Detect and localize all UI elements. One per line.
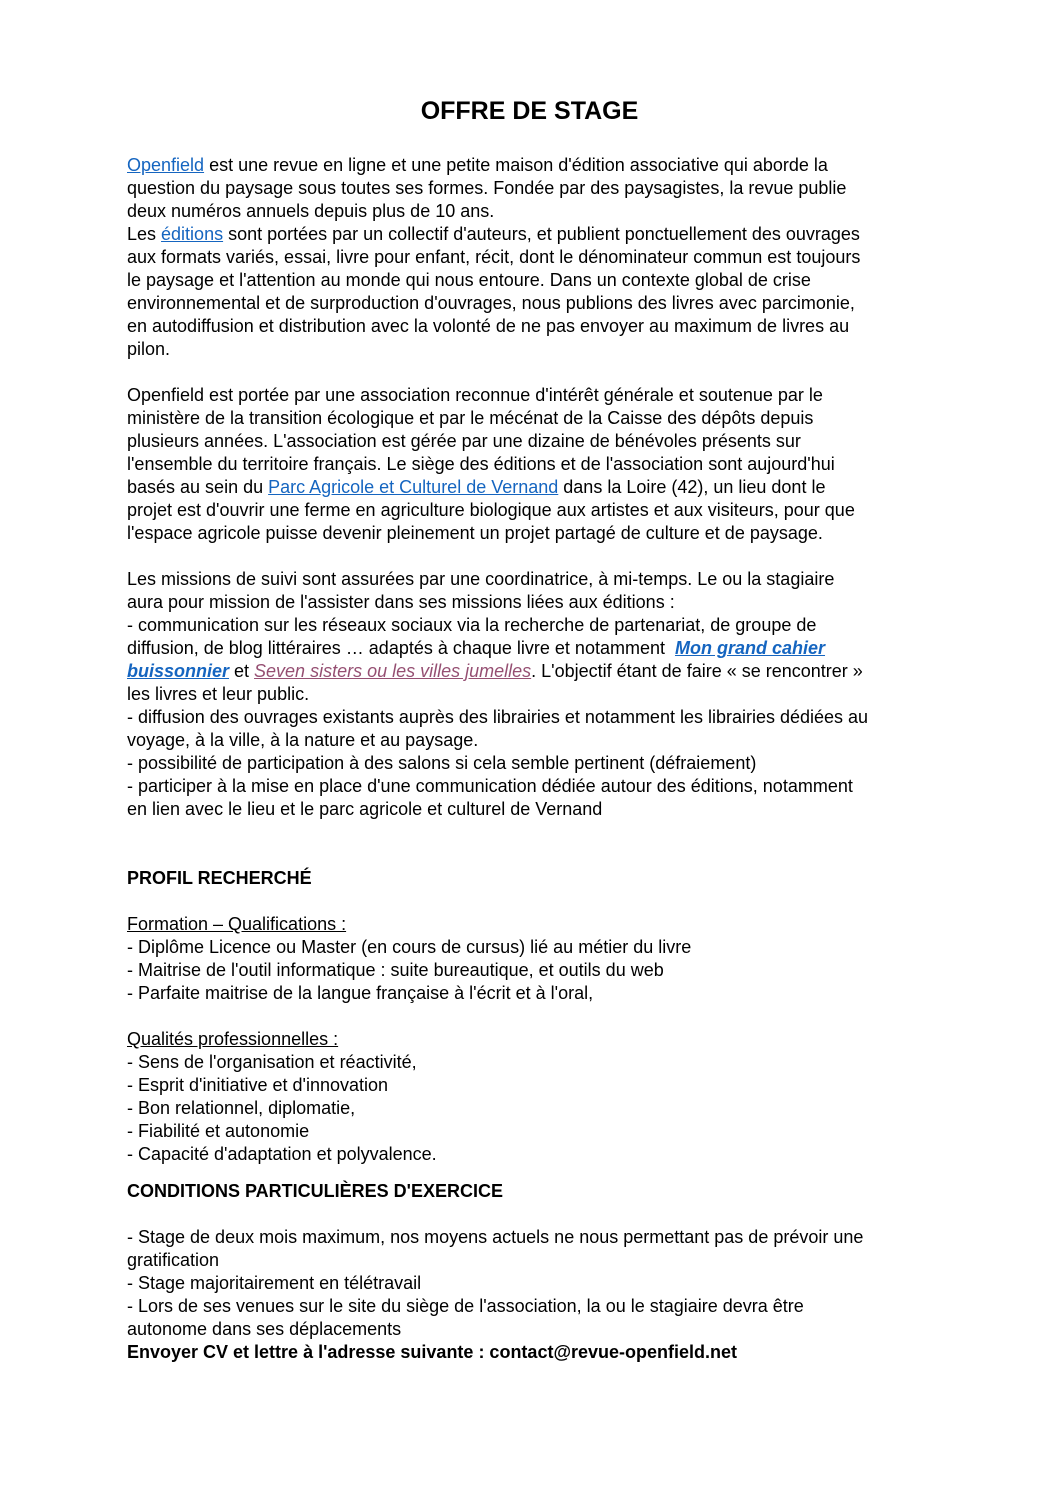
missions-paragraph-line bbox=[127, 614, 957, 637]
qualites-professionnelles-line bbox=[127, 1051, 957, 1074]
text-run: - Diplôme Licence ou Master (en cours de cursus) lié au métier du livre bbox=[127, 937, 692, 957]
intro-paragraph-line bbox=[127, 315, 957, 338]
parc-vernand-link[interactable]: Parc Agricole et Culturel de Vernand bbox=[268, 477, 559, 497]
text-run: Les bbox=[127, 224, 162, 244]
missions-paragraph-line bbox=[127, 729, 957, 752]
text-run: - Parfaite maitrise de la langue française à l'écrit et à l'oral, bbox=[127, 983, 594, 1003]
intro-paragraph-line bbox=[127, 200, 957, 223]
text-run: l'espace agricole puisse devenir pleinement un projet partagé de culture et de paysage. bbox=[127, 523, 823, 543]
text-run: deux numéros annuels depuis plus de 10 ans. bbox=[127, 201, 495, 221]
text-run: sont portées par un collectif d'auteurs, et publient ponctuellement des ouvrages bbox=[223, 224, 860, 244]
text-run: . L'objectif étant de faire « se rencontrer » bbox=[531, 661, 863, 681]
intro-paragraph-line bbox=[127, 154, 957, 177]
text-run: le paysage et l'attention au monde qui nous entoure. Dans un contexte global de crise bbox=[127, 270, 811, 290]
text-run: Qualités professionnelles : bbox=[127, 1029, 339, 1049]
text-run: les livres et leur public. bbox=[127, 684, 310, 704]
association-paragraph-line bbox=[127, 499, 957, 522]
document-body bbox=[127, 96, 957, 1364]
association-paragraph-line bbox=[127, 453, 957, 476]
text-run: l'ensemble du territoire français. Le siège des éditions et de l'association sont aujourd'hui bbox=[127, 454, 835, 474]
mon-grand-cahier-link[interactable]: buissonnier bbox=[127, 661, 230, 681]
text-run: - participer à la mise en place d'une communication dédiée autour des éditions, notamment bbox=[127, 776, 853, 796]
intro-paragraph-line bbox=[127, 223, 957, 246]
text-run: - Bon relationnel, diplomatie, bbox=[127, 1098, 356, 1118]
conditions-heading-line bbox=[127, 1180, 957, 1203]
conditions-paragraph bbox=[127, 1226, 957, 1364]
text-run: Openfield est portée par une association reconnue d'intérêt générale et soutenue par le bbox=[127, 385, 823, 405]
formation-qualifications bbox=[127, 913, 957, 1005]
text-run: - Capacité d'adaptation et polyvalence. bbox=[127, 1144, 437, 1164]
profil-heading-line bbox=[127, 867, 957, 890]
text-run: aura pour mission de l'assister dans ses missions liées aux éditions : bbox=[127, 592, 675, 612]
conditions-heading bbox=[127, 1180, 957, 1203]
text-run: - Fiabilité et autonomie bbox=[127, 1121, 310, 1141]
missions-paragraph-line bbox=[127, 752, 957, 775]
qualites-professionnelles bbox=[127, 1028, 957, 1166]
seven-sisters-link[interactable]: Seven sisters ou les villes jumelles bbox=[254, 661, 532, 681]
missions-paragraph-line bbox=[127, 683, 957, 706]
text-run: - communication sur les réseaux sociaux via la recherche de partenariat, de groupe de bbox=[127, 615, 817, 635]
qualites-professionnelles-line bbox=[127, 1120, 957, 1143]
missions-paragraph-line bbox=[127, 591, 957, 614]
text-run: gratification bbox=[127, 1249, 220, 1270]
text-run: autonome dans ses déplacements bbox=[127, 1318, 402, 1339]
text-run: - Lors de ses venues sur le site du siège de l'association, la ou le stagiaire devra être bbox=[127, 1295, 804, 1316]
text-run: en lien avec le lieu et le parc agricole et culturel de Vernand bbox=[127, 799, 603, 819]
conditions-paragraph-line bbox=[127, 1318, 957, 1341]
text-run: OFFRE DE STAGE bbox=[420, 97, 639, 125]
text-run: basés au sein du bbox=[127, 477, 269, 497]
formation-qualifications-line bbox=[127, 936, 957, 959]
association-paragraph-line bbox=[127, 476, 957, 499]
missions-paragraph-line bbox=[127, 798, 957, 821]
mon-grand-cahier-link[interactable]: Mon grand cahier bbox=[674, 638, 826, 658]
association-paragraph-line bbox=[127, 384, 957, 407]
text-run: diffusion, de blog littéraires … adaptés à chaque livre et notamment bbox=[127, 638, 675, 658]
missions-paragraph-line bbox=[127, 637, 957, 660]
text-run: est une revue en ligne et une petite maison d'édition associative qui aborde la bbox=[204, 155, 828, 175]
formation-qualifications-line bbox=[127, 913, 957, 936]
text-run: - Sens de l'organisation et réactivité, bbox=[127, 1052, 417, 1072]
formation-qualifications-line bbox=[127, 959, 957, 982]
text-run: plusieurs années. L'association est gérée par une dizaine de bénévoles présents sur bbox=[127, 431, 801, 451]
text-run: projet est d'ouvrir une ferme en agriculture biologique aux artistes et aux visiteurs, pour que bbox=[127, 500, 855, 520]
text-run: voyage, à la ville, à la nature et au paysage. bbox=[127, 730, 479, 750]
missions-paragraph-line bbox=[127, 660, 957, 683]
qualites-professionnelles-line bbox=[127, 1143, 957, 1166]
text-run: - Stage de deux mois maximum, nos moyens actuels ne nous permettant pas de prévoir une bbox=[127, 1226, 864, 1247]
intro-paragraph bbox=[127, 154, 957, 361]
conditions-paragraph-line bbox=[127, 1226, 957, 1249]
document-title-line bbox=[127, 96, 932, 126]
qualites-professionnelles-line bbox=[127, 1074, 957, 1097]
profil-heading bbox=[127, 867, 957, 890]
text-run: - Maitrise de l'outil informatique : suite bureautique, et outils du web bbox=[127, 960, 664, 980]
intro-paragraph-line bbox=[127, 177, 957, 200]
text-run: - possibilité de participation à des salons si cela semble pertinent (défraiement) bbox=[127, 753, 757, 773]
text-run: Formation – Qualifications : bbox=[127, 914, 347, 934]
text-run: dans la Loire (42), un lieu dont le bbox=[558, 477, 826, 497]
text-run: CONDITIONS PARTICULIÈRES D'EXERCICE bbox=[127, 1180, 503, 1201]
association-paragraph-line bbox=[127, 430, 957, 453]
association-paragraph bbox=[127, 384, 957, 545]
association-paragraph-line bbox=[127, 522, 957, 545]
text-run: et bbox=[229, 661, 255, 681]
text-run: - diffusion des ouvrages existants auprès des librairies et notamment les librairies dédiées au bbox=[127, 707, 869, 727]
text-run: question du paysage sous toutes ses formes. Fondée par des paysagistes, la revue publie bbox=[127, 178, 847, 198]
document-title bbox=[127, 96, 932, 126]
intro-paragraph-line bbox=[127, 269, 957, 292]
text-run: aux formats variés, essai, livre pour enfant, récit, dont le dénominateur commun est toujours bbox=[127, 247, 861, 267]
qualites-professionnelles-line bbox=[127, 1028, 957, 1051]
intro-paragraph-line bbox=[127, 338, 957, 361]
conditions-paragraph-line bbox=[127, 1341, 957, 1364]
text-run: pilon. bbox=[127, 339, 171, 359]
text-run: ministère de la transition écologique et par le mécénat de la Caisse des dépôts depuis bbox=[127, 408, 814, 428]
conditions-paragraph-line bbox=[127, 1295, 957, 1318]
missions-paragraph-line bbox=[127, 568, 957, 591]
conditions-paragraph-line bbox=[127, 1249, 957, 1272]
missions-paragraph-line bbox=[127, 706, 957, 729]
text-run: Les missions de suivi sont assurées par une coordinatrice, à mi-temps. Le ou la stagiaire bbox=[127, 569, 835, 589]
conditions-paragraph-line bbox=[127, 1272, 957, 1295]
missions-paragraph bbox=[127, 568, 957, 821]
text-run: PROFIL RECHERCHÉ bbox=[127, 868, 312, 888]
association-paragraph-line bbox=[127, 407, 957, 430]
text-run: Envoyer CV et lettre à l'adresse suivante : contact@revue-openfield.net bbox=[127, 1341, 738, 1362]
intro-paragraph-line bbox=[127, 292, 957, 315]
qualites-professionnelles-line bbox=[127, 1097, 957, 1120]
openfield-link[interactable]: Openfield bbox=[127, 155, 205, 175]
intro-paragraph-line bbox=[127, 246, 957, 269]
text-run: - Stage majoritairement en télétravail bbox=[127, 1272, 422, 1293]
editions-link[interactable]: éditions bbox=[161, 224, 224, 244]
text-run: - Esprit d'initiative et d'innovation bbox=[127, 1075, 389, 1095]
text-run: en autodiffusion et distribution avec la volonté de ne pas envoyer au maximum de livres au bbox=[127, 316, 850, 336]
formation-qualifications-line bbox=[127, 982, 957, 1005]
text-run: environnemental et de surproduction d'ouvrages, nous publions des livres avec parcimonie, bbox=[127, 293, 855, 313]
missions-paragraph-line bbox=[127, 775, 957, 798]
